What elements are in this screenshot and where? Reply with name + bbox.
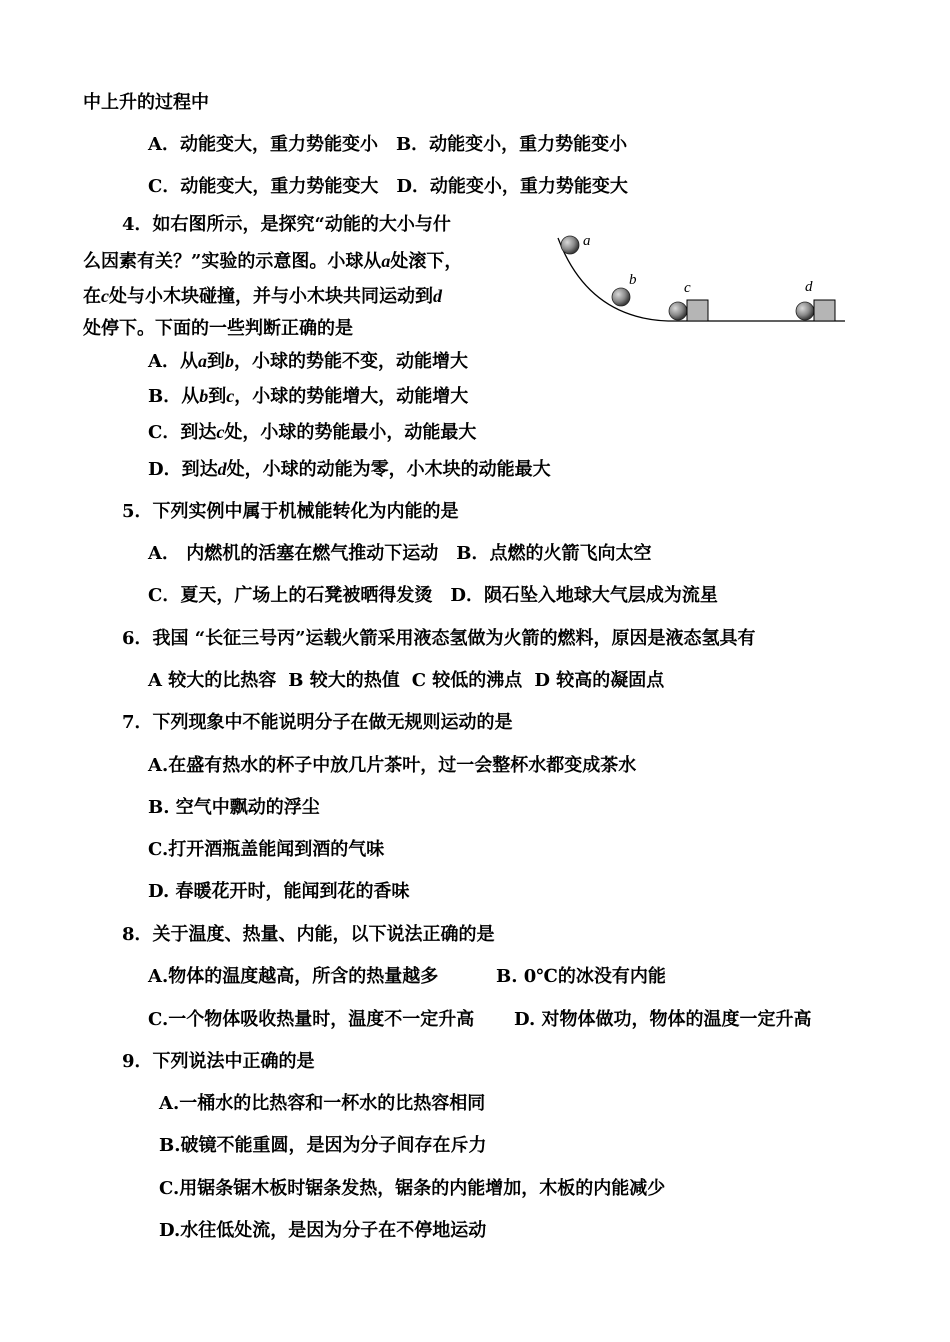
q7-option-d: D. 春暖花开时，能闻到花的香味 xyxy=(148,881,410,902)
q4-stem-line4: 处停下。下面的一些判断正确的是 xyxy=(83,318,353,339)
ball-c xyxy=(669,302,687,320)
q4-option-a: A．从a到b，小球的势能不变，动能增大 xyxy=(148,351,468,372)
q6-option-d: D 较高的凝固点 xyxy=(534,670,665,691)
q8-stem: 8．关于温度、热量、内能，以下说法正确的是 xyxy=(122,924,495,945)
label-c: c xyxy=(684,280,691,296)
label-d: d xyxy=(805,279,813,295)
q6-option-b: B 较大的热值 xyxy=(288,670,400,691)
q5-option-d: D．陨石坠入地球大气层成为流星 xyxy=(450,585,718,606)
q8-option-c: C.一个物体吸收热量时，温度不一定升高 xyxy=(148,1009,475,1030)
q4-stem-line3: 在c处与小木块碰撞，并与小木块共同运动到d xyxy=(83,286,442,307)
q5-option-a: A． 内燃机的活塞在燃气推动下运动 xyxy=(148,543,439,564)
q6-stem: 6．我国 “长征三号丙”运载火箭采用液态氢做为火箭的燃料，原因是液态氢具有 xyxy=(122,628,756,649)
ball-a xyxy=(561,236,579,254)
q8-option-a: A.物体的温度越高，所含的热量越多 xyxy=(148,966,439,987)
q5-stem: 5．下列实例中属于机械能转化为内能的是 xyxy=(122,501,459,522)
ball-d xyxy=(796,302,814,320)
q9-stem: 9．下列说法中正确的是 xyxy=(122,1051,315,1072)
q4-option-c: C．到达c处，小球的势能最小，动能最大 xyxy=(148,422,477,443)
ball-b xyxy=(612,288,630,306)
q7-option-a: A.在盛有热水的杯子中放几片茶叶，过一会整杯水都变成茶水 xyxy=(148,755,637,776)
q3-option-a: A．动能变大，重力势能变小 xyxy=(148,134,378,155)
q4-stem-line2: 么因素有关？”实验的示意图。小球从a处滚下， xyxy=(83,251,463,272)
q7-option-b: B. 空气中飘动的浮尘 xyxy=(148,797,320,818)
q3-options-ab xyxy=(148,133,627,157)
q3-stem-tail: 中上升的过程中 xyxy=(83,92,209,113)
q5-option-b: B．点燃的火箭飞向太空 xyxy=(456,543,652,564)
q7-stem: 7．下列现象中不能说明分子在做无规则运动的是 xyxy=(122,712,513,733)
q3-option-c: C．动能变大，重力势能变大 xyxy=(148,176,379,197)
q5-options-ab xyxy=(148,542,651,566)
q4-option-b: B．从b到c，小球的势能增大，动能增大 xyxy=(148,386,469,407)
block-d xyxy=(814,300,835,321)
ramp-experiment-figure xyxy=(553,228,848,328)
q3-option-d: D．动能变小，重力势能变大 xyxy=(396,176,628,197)
q4-option-d: D．到达d处，小球的动能为零，小木块的动能最大 xyxy=(148,459,551,480)
q5-option-c: C．夏天，广场上的石凳被晒得发烫 xyxy=(148,585,433,606)
q8-option-d: D. 对物体做功，物体的温度一定升高 xyxy=(514,1009,812,1030)
q8-option-b: B. 0℃的冰没有内能 xyxy=(496,966,666,987)
q9-option-b: B.破镜不能重圆，是因为分子间存在斥力 xyxy=(159,1135,487,1156)
q3-option-b: B．动能变小，重力势能变小 xyxy=(395,134,628,155)
q6-option-c: C 较低的沸点 xyxy=(411,670,523,691)
q6-option-a: A 较大的比热容 xyxy=(148,670,277,691)
q4-stem-line1: 4．如右图所示，是探究“动能的大小与什 xyxy=(122,214,451,235)
q7-option-c: C.打开酒瓶盖能闻到酒的气味 xyxy=(148,839,385,860)
label-a: a xyxy=(583,233,591,249)
q6-options xyxy=(148,669,664,693)
q9-option-a: A.一桶水的比热容和一杯水的比热容相同 xyxy=(159,1093,486,1114)
q9-option-c: C.用锯条锯木板时锯条发热，锯条的内能增加，木板的内能减少 xyxy=(159,1178,666,1199)
label-b: b xyxy=(629,272,637,288)
q3-options-cd xyxy=(148,175,628,199)
q9-option-d: D.水往低处流，是因为分子在不停地运动 xyxy=(159,1220,487,1241)
q5-options-cd xyxy=(148,584,718,608)
block-c xyxy=(687,300,708,321)
